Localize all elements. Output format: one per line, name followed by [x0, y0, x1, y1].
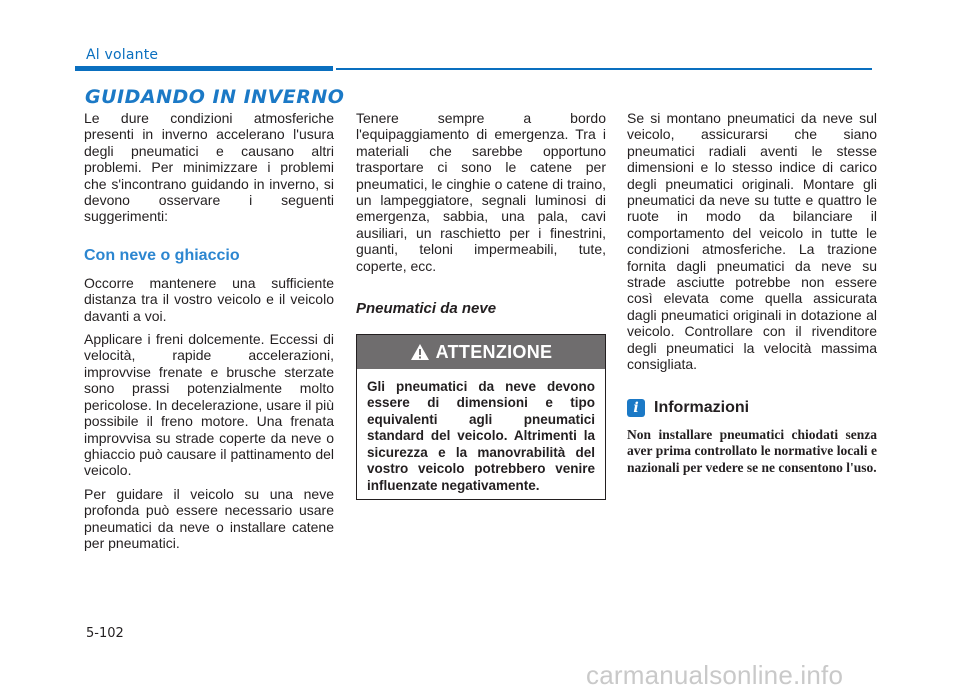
- warning-title: ATTENZIONE: [435, 341, 553, 362]
- emergency-equipment-paragraph: Tenere sempre a bordo l'equipaggiamento di emergenza. Tra i materiali che sarebbe opportuno trasportare ci sono le catene per pneumatici, le cinghie o catene di traino, un lampeggiatore, segnali luminosi di emergenza, sabbia, una pala, cavi ausiliari, un raschietto per i finestrini, guanti, teloni impermeabili, tute, coperte, ecc.: [356, 110, 606, 274]
- page-title: GUIDANDO IN INVERNO: [85, 86, 345, 108]
- column-3: [627, 110, 877, 476]
- intro-paragraph: Le dure condizioni atmosferiche presenti in inverno accelerano l'usura degli pneumatici e causano altri problemi. Per minimizzare i problemi che s'incontrano guidando in inverno, si devono osservare i seguenti suggerimenti:: [84, 110, 334, 225]
- column-1: [84, 110, 334, 558]
- snow-tire-mounting-paragraph: Se si montano pneumatici da neve sul veicolo, assicurarsi che siano pneumatici radiali aventi le stesse dimensioni e lo stesso indice di carico degli pneumatici originali. Montare gli pneumatici da neve su tutte e quattro le ruote in modo da bilanciare il comportamento del veicolo in tutte le condizioni atmosferiche. La trazione fornita dagli pneumatici da neve su strade asciutte potrebbe non essere così elevata come quella assicurata dagli pneumatici originali in dotazione al veicolo. Controllare con il rivenditore degli pneumatici la velocità massima consigliata.: [627, 110, 877, 373]
- info-text: Non installare pneumatici chiodati senza aver prima controllato le normative locali e nazionali per vedere se ne consentono l'uso.: [627, 426, 877, 475]
- warning-triangle-icon: [410, 343, 430, 361]
- distance-paragraph: Occorre mantenere una sufficiente distanza tra il vostro veicolo e il veicolo davanti a voi.: [84, 274, 334, 324]
- deep-snow-paragraph: Per guidare il veicolo su una neve profonda può essere necessario usare pneumatici da neve o installare catene per pneumatici.: [84, 485, 334, 551]
- column-2: [356, 110, 606, 500]
- warning-header: [357, 335, 605, 369]
- warning-box: [356, 334, 606, 500]
- section-label: Al volante: [86, 47, 159, 63]
- header-rule-thin: [336, 68, 872, 70]
- info-icon: i: [627, 399, 645, 417]
- info-heading: [627, 399, 877, 417]
- page-number: 5-102: [86, 626, 124, 641]
- warning-text: Gli pneumatici da neve devono essere di dimensioni e tipo equivalenti agli pneumatici standard del veicolo. Altrimenti la sicurezza e la manovrabilità del vostro veicolo potrebbero venire influenzate negativamente.: [367, 379, 595, 493]
- snow-tires-subheading: Pneumatici da neve: [356, 300, 497, 318]
- info-title: Informazioni: [654, 398, 750, 416]
- watermark: carmanualsonline.info: [586, 660, 844, 690]
- header-rule-thick: [75, 66, 333, 71]
- braking-paragraph: Applicare i freni dolcemente. Eccessi di velocità, rapide accelerazioni, improvvise frenate e brusche sterzate sono prassi potenzialmente molto pericolose. In decelerazione, usare il più possibile il freno motore. Una frenata improvvisa su strade coperte da neve o ghiaccio può causare il pattinamento del veicolo.: [84, 331, 334, 479]
- snow-ice-subheading: Con neve o ghiaccio: [84, 246, 240, 264]
